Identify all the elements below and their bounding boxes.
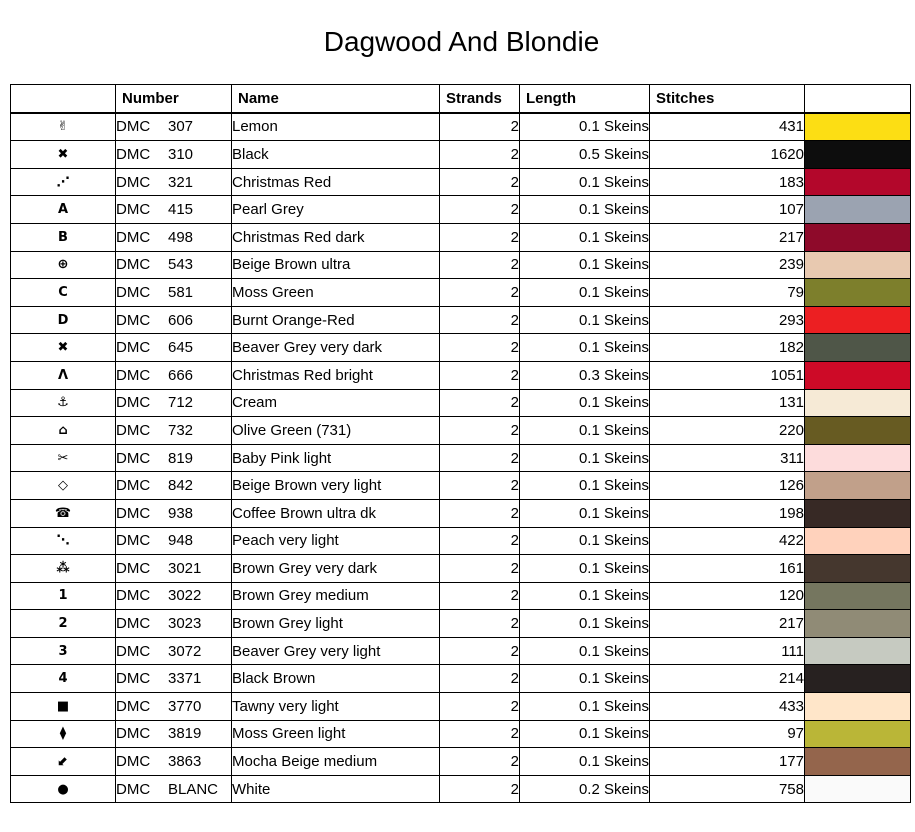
thread-stitches: 431 — [650, 113, 805, 141]
thread-stitches: 758 — [650, 775, 805, 803]
table-row — [11, 361, 911, 389]
thread-symbol-icon: ✖ — [11, 334, 116, 362]
table-header-row — [11, 85, 911, 113]
thread-color-cell — [805, 334, 911, 362]
thread-length: 0.1 Skeins — [520, 720, 650, 748]
color-swatch — [805, 445, 910, 472]
thread-length: 0.1 Skeins — [520, 389, 650, 417]
thread-name: Peach very light — [232, 527, 440, 555]
thread-symbol-icon: ⚓ — [11, 389, 116, 417]
thread-color-cell — [805, 444, 911, 472]
color-swatch — [805, 114, 910, 141]
thread-brand: DMC — [116, 642, 151, 660]
header-color — [805, 85, 911, 113]
table-row — [11, 444, 911, 472]
thread-number — [116, 334, 232, 362]
thread-strands: 2 — [440, 693, 520, 721]
thread-stitches: 97 — [650, 720, 805, 748]
thread-stitches: 214 — [650, 665, 805, 693]
thread-color-cell — [805, 610, 911, 638]
thread-brand: DMC — [116, 559, 151, 577]
thread-name: Brown Grey very dark — [232, 555, 440, 583]
thread-code: 3371 — [168, 670, 202, 688]
color-swatch — [805, 500, 910, 527]
thread-strands: 2 — [440, 444, 520, 472]
thread-symbol-icon: ✖ — [11, 141, 116, 169]
thread-brand: DMC — [116, 725, 151, 743]
thread-color-cell — [805, 196, 911, 224]
thread-name: White — [232, 775, 440, 803]
thread-name: Christmas Red bright — [232, 361, 440, 389]
thread-color-cell — [805, 499, 911, 527]
thread-number — [116, 223, 232, 251]
thread-code: 3819 — [168, 725, 202, 743]
thread-name: Moss Green light — [232, 720, 440, 748]
thread-stitches: 1620 — [650, 141, 805, 169]
thread-strands: 2 — [440, 168, 520, 196]
thread-stitches: 293 — [650, 306, 805, 334]
thread-name: Brown Grey medium — [232, 582, 440, 610]
thread-code: 498 — [168, 228, 194, 246]
thread-stitches: 177 — [650, 748, 805, 776]
thread-number — [116, 417, 232, 445]
thread-number — [116, 168, 232, 196]
thread-brand: DMC — [116, 753, 151, 771]
thread-symbol-icon: ⁂ — [11, 555, 116, 583]
thread-length: 0.1 Skeins — [520, 527, 650, 555]
thread-symbol-icon: B — [11, 223, 116, 251]
thread-color-cell — [805, 223, 911, 251]
thread-name: Beaver Grey very light — [232, 637, 440, 665]
thread-length: 0.1 Skeins — [520, 499, 650, 527]
thread-strands: 2 — [440, 334, 520, 362]
thread-code: 3072 — [168, 642, 202, 660]
color-swatch — [805, 665, 910, 692]
thread-number — [116, 720, 232, 748]
table-row — [11, 417, 911, 445]
thread-code: 3863 — [168, 753, 202, 771]
page-title: Dagwood And Blondie — [323, 26, 600, 57]
thread-length: 0.1 Skeins — [520, 555, 650, 583]
thread-number — [116, 279, 232, 307]
thread-symbol-icon: C — [11, 279, 116, 307]
thread-brand: DMC — [116, 256, 151, 274]
thread-stitches: 217 — [650, 223, 805, 251]
color-swatch — [805, 638, 910, 665]
header-length: Length — [520, 85, 650, 113]
thread-brand: DMC — [116, 532, 151, 550]
color-swatch — [805, 362, 910, 389]
thread-strands: 2 — [440, 499, 520, 527]
thread-brand: DMC — [116, 670, 151, 688]
color-swatch — [805, 307, 910, 334]
thread-name: Burnt Orange-Red — [232, 306, 440, 334]
color-swatch — [805, 776, 910, 803]
color-swatch — [805, 721, 910, 748]
thread-strands: 2 — [440, 417, 520, 445]
thread-symbol-icon: ⬋ — [11, 748, 116, 776]
thread-code: BLANC — [168, 780, 219, 798]
thread-number — [116, 389, 232, 417]
thread-code: 415 — [168, 201, 194, 219]
thread-length: 0.1 Skeins — [520, 444, 650, 472]
thread-number — [116, 196, 232, 224]
thread-length: 0.1 Skeins — [520, 472, 650, 500]
color-swatch — [805, 141, 910, 168]
thread-strands: 2 — [440, 637, 520, 665]
thread-color-cell — [805, 389, 911, 417]
thread-code: 842 — [168, 477, 194, 495]
thread-symbol-icon: ■ — [11, 693, 116, 721]
thread-length: 0.1 Skeins — [520, 748, 650, 776]
thread-code: 666 — [168, 366, 194, 384]
thread-code: 310 — [168, 145, 194, 163]
color-swatch — [805, 417, 910, 444]
thread-number — [116, 361, 232, 389]
thread-color-cell — [805, 720, 911, 748]
thread-strands: 2 — [440, 665, 520, 693]
table-row — [11, 582, 911, 610]
thread-color-cell — [805, 665, 911, 693]
table-row — [11, 196, 911, 224]
thread-length: 0.5 Skeins — [520, 141, 650, 169]
thread-code: 321 — [168, 173, 194, 191]
thread-stitches: 217 — [650, 610, 805, 638]
thread-symbol-icon: ✌ — [11, 113, 116, 141]
color-swatch — [805, 610, 910, 637]
header-symbol — [11, 85, 116, 113]
thread-name: Pearl Grey — [232, 196, 440, 224]
thread-length: 0.1 Skeins — [520, 306, 650, 334]
thread-stitches: 131 — [650, 389, 805, 417]
thread-name: Beige Brown ultra — [232, 251, 440, 279]
thread-number — [116, 637, 232, 665]
thread-number — [116, 306, 232, 334]
thread-strands: 2 — [440, 306, 520, 334]
thread-length: 0.1 Skeins — [520, 665, 650, 693]
thread-stitches: 422 — [650, 527, 805, 555]
thread-symbol-icon: 1 — [11, 582, 116, 610]
color-swatch — [805, 252, 910, 279]
thread-stitches: 161 — [650, 555, 805, 583]
table-row — [11, 389, 911, 417]
thread-length: 0.1 Skeins — [520, 113, 650, 141]
thread-strands: 2 — [440, 775, 520, 803]
thread-color-cell — [805, 775, 911, 803]
thread-strands: 2 — [440, 748, 520, 776]
table-row — [11, 693, 911, 721]
thread-symbol-icon: ⧫ — [11, 720, 116, 748]
thread-number — [116, 582, 232, 610]
thread-strands: 2 — [440, 555, 520, 583]
thread-length: 0.1 Skeins — [520, 196, 650, 224]
thread-symbol-icon: ⋱ — [11, 527, 116, 555]
color-swatch — [805, 528, 910, 555]
thread-strands: 2 — [440, 113, 520, 141]
thread-color-cell — [805, 748, 911, 776]
thread-length: 0.1 Skeins — [520, 279, 650, 307]
thread-color-cell — [805, 472, 911, 500]
thread-symbol-icon: ⌂ — [11, 417, 116, 445]
thread-number — [116, 527, 232, 555]
thread-code: 948 — [168, 532, 194, 550]
thread-brand: DMC — [116, 587, 151, 605]
thread-brand: DMC — [116, 477, 151, 495]
thread-number — [116, 693, 232, 721]
thread-stitches: 198 — [650, 499, 805, 527]
thread-strands: 2 — [440, 251, 520, 279]
thread-code: 3022 — [168, 587, 202, 605]
thread-color-cell — [805, 251, 911, 279]
thread-brand: DMC — [116, 283, 151, 301]
thread-symbol-icon: D — [11, 306, 116, 334]
table-row — [11, 334, 911, 362]
thread-symbol-icon: ✂ — [11, 444, 116, 472]
thread-strands: 2 — [440, 141, 520, 169]
thread-number — [116, 665, 232, 693]
thread-number — [116, 113, 232, 141]
thread-color-cell — [805, 168, 911, 196]
thread-stitches: 1051 — [650, 361, 805, 389]
thread-brand: DMC — [116, 145, 151, 163]
table-body — [11, 113, 911, 803]
thread-strands: 2 — [440, 720, 520, 748]
thread-name: Moss Green — [232, 279, 440, 307]
thread-length: 0.1 Skeins — [520, 582, 650, 610]
thread-brand: DMC — [116, 201, 151, 219]
thread-color-cell — [805, 693, 911, 721]
thread-number — [116, 555, 232, 583]
thread-symbol-icon: ⋰ — [11, 168, 116, 196]
thread-color-cell — [805, 637, 911, 665]
thread-code: 938 — [168, 504, 194, 522]
thread-length: 0.3 Skeins — [520, 361, 650, 389]
thread-brand: DMC — [116, 311, 151, 329]
thread-color-cell — [805, 141, 911, 169]
thread-brand: DMC — [116, 118, 151, 136]
color-swatch — [805, 748, 910, 775]
thread-symbol-icon: A — [11, 196, 116, 224]
thread-name: Tawny very light — [232, 693, 440, 721]
thread-number — [116, 472, 232, 500]
thread-brand: DMC — [116, 449, 151, 467]
thread-code: 543 — [168, 256, 194, 274]
thread-code: 3021 — [168, 559, 202, 577]
thread-code: 819 — [168, 449, 194, 467]
thread-length: 0.1 Skeins — [520, 610, 650, 638]
thread-brand: DMC — [116, 697, 151, 715]
thread-strands: 2 — [440, 279, 520, 307]
color-swatch — [805, 583, 910, 610]
thread-code: 3770 — [168, 697, 202, 715]
thread-stitches: 79 — [650, 279, 805, 307]
thread-number — [116, 610, 232, 638]
thread-strands: 2 — [440, 223, 520, 251]
thread-number — [116, 444, 232, 472]
color-swatch — [805, 279, 910, 306]
table-row — [11, 665, 911, 693]
color-swatch — [805, 390, 910, 417]
thread-name: Cream — [232, 389, 440, 417]
thread-strands: 2 — [440, 389, 520, 417]
thread-strands: 2 — [440, 196, 520, 224]
thread-code: 732 — [168, 421, 194, 439]
color-swatch — [805, 472, 910, 499]
thread-brand: DMC — [116, 504, 151, 522]
table-row — [11, 279, 911, 307]
header-name: Name — [232, 85, 440, 113]
thread-length: 0.1 Skeins — [520, 637, 650, 665]
thread-name: Baby Pink light — [232, 444, 440, 472]
color-swatch — [805, 693, 910, 720]
thread-strands: 2 — [440, 527, 520, 555]
thread-symbol-icon: 2 — [11, 610, 116, 638]
thread-strands: 2 — [440, 361, 520, 389]
thread-color-cell — [805, 582, 911, 610]
thread-name: Beige Brown very light — [232, 472, 440, 500]
thread-name: Christmas Red dark — [232, 223, 440, 251]
thread-legend-table — [10, 84, 911, 803]
table-row — [11, 499, 911, 527]
thread-stitches: 182 — [650, 334, 805, 362]
color-swatch — [805, 196, 910, 223]
thread-name: Coffee Brown ultra dk — [232, 499, 440, 527]
thread-stitches: 183 — [650, 168, 805, 196]
table-row — [11, 637, 911, 665]
thread-brand: DMC — [116, 366, 151, 384]
header-strands: Strands — [440, 85, 520, 113]
color-swatch — [805, 169, 910, 196]
thread-code: 3023 — [168, 615, 202, 633]
table-row — [11, 472, 911, 500]
thread-symbol-icon: ☎ — [11, 499, 116, 527]
table-row — [11, 223, 911, 251]
thread-code: 581 — [168, 283, 194, 301]
thread-number — [116, 251, 232, 279]
thread-color-cell — [805, 527, 911, 555]
color-swatch — [805, 555, 910, 582]
thread-name: Lemon — [232, 113, 440, 141]
thread-strands: 2 — [440, 582, 520, 610]
thread-symbol-icon: 4 — [11, 665, 116, 693]
thread-brand: DMC — [116, 421, 151, 439]
thread-brand: DMC — [116, 228, 151, 246]
thread-number — [116, 748, 232, 776]
thread-length: 0.2 Skeins — [520, 775, 650, 803]
table-row — [11, 720, 911, 748]
thread-brand: DMC — [116, 780, 151, 798]
thread-length: 0.1 Skeins — [520, 417, 650, 445]
thread-number — [116, 141, 232, 169]
thread-strands: 2 — [440, 472, 520, 500]
thread-name: Black — [232, 141, 440, 169]
thread-color-cell — [805, 555, 911, 583]
thread-symbol-icon: ● — [11, 775, 116, 803]
table-row — [11, 610, 911, 638]
thread-number — [116, 775, 232, 803]
table-row — [11, 527, 911, 555]
thread-stitches: 311 — [650, 444, 805, 472]
thread-name: Black Brown — [232, 665, 440, 693]
thread-brand: DMC — [116, 173, 151, 191]
thread-strands: 2 — [440, 610, 520, 638]
thread-code: 712 — [168, 394, 194, 412]
table-row — [11, 748, 911, 776]
thread-length: 0.1 Skeins — [520, 168, 650, 196]
thread-symbol-icon: 3 — [11, 637, 116, 665]
thread-stitches: 107 — [650, 196, 805, 224]
table-row — [11, 113, 911, 141]
thread-length: 0.1 Skeins — [520, 693, 650, 721]
thread-brand: DMC — [116, 615, 151, 633]
thread-symbol-icon: ◇ — [11, 472, 116, 500]
thread-length: 0.1 Skeins — [520, 223, 650, 251]
thread-stitches: 120 — [650, 582, 805, 610]
table-row — [11, 141, 911, 169]
thread-color-cell — [805, 306, 911, 334]
table-row — [11, 251, 911, 279]
thread-stitches: 111 — [650, 637, 805, 665]
thread-color-cell — [805, 113, 911, 141]
thread-number — [116, 499, 232, 527]
header-number: Number — [116, 85, 232, 113]
thread-stitches: 433 — [650, 693, 805, 721]
thread-color-cell — [805, 279, 911, 307]
thread-length: 0.1 Skeins — [520, 251, 650, 279]
thread-color-cell — [805, 361, 911, 389]
table-row — [11, 306, 911, 334]
thread-code: 307 — [168, 118, 194, 136]
thread-name: Christmas Red — [232, 168, 440, 196]
color-swatch — [805, 224, 910, 251]
thread-code: 645 — [168, 339, 194, 357]
thread-name: Mocha Beige medium — [232, 748, 440, 776]
thread-symbol-icon: Λ — [11, 361, 116, 389]
table-row — [11, 555, 911, 583]
thread-color-cell — [805, 417, 911, 445]
thread-stitches: 239 — [650, 251, 805, 279]
table-row — [11, 168, 911, 196]
thread-stitches: 126 — [650, 472, 805, 500]
thread-brand: DMC — [116, 394, 151, 412]
thread-length: 0.1 Skeins — [520, 334, 650, 362]
thread-name: Beaver Grey very dark — [232, 334, 440, 362]
header-stitches: Stitches — [650, 85, 805, 113]
thread-name: Olive Green (731) — [232, 417, 440, 445]
thread-stitches: 220 — [650, 417, 805, 445]
color-swatch — [805, 334, 910, 361]
thread-code: 606 — [168, 311, 194, 329]
table-row — [11, 775, 911, 803]
thread-name: Brown Grey light — [232, 610, 440, 638]
thread-brand: DMC — [116, 339, 151, 357]
thread-symbol-icon: ⊕ — [11, 251, 116, 279]
